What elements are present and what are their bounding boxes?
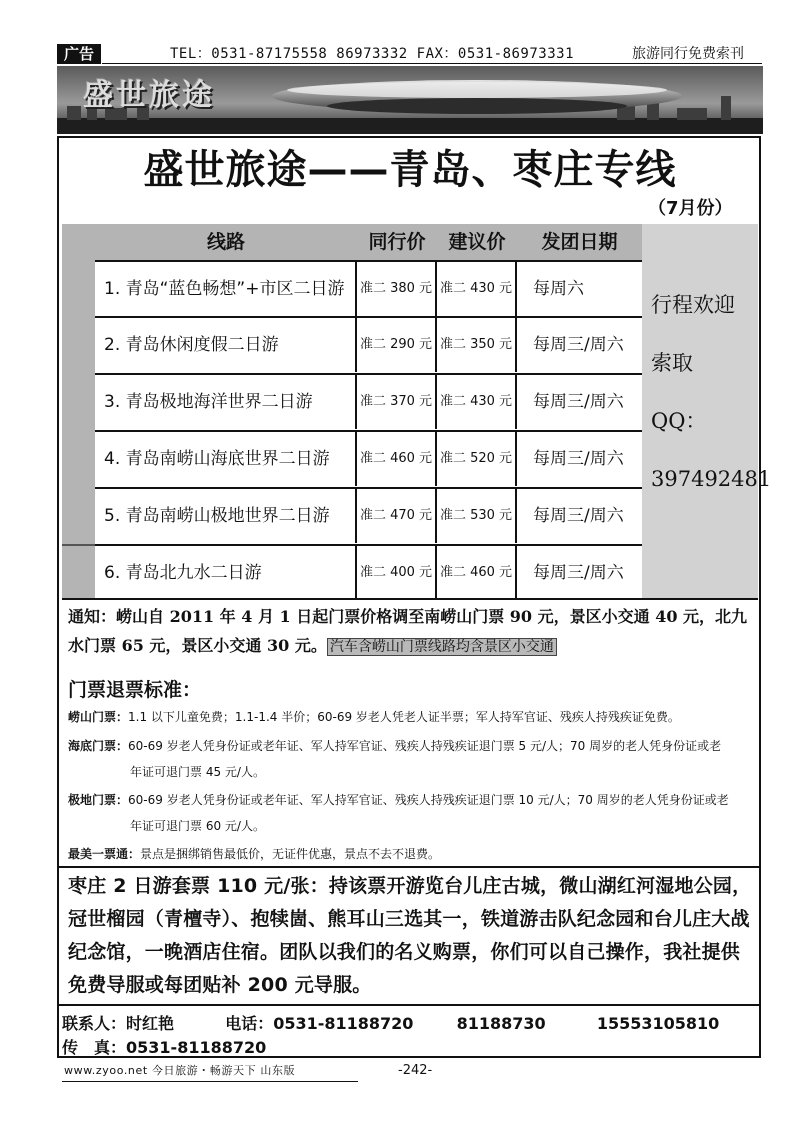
suggested-price-cell: 准二 350 元 <box>437 318 517 372</box>
contact-row-fax <box>62 1036 266 1060</box>
month-label: （7月份） <box>648 198 733 219</box>
refund-label: 崂山门票： <box>68 710 129 724</box>
notice-paragraph <box>68 602 756 662</box>
suggested-price-cell: 准二 430 元 <box>437 375 517 429</box>
table-row <box>95 260 642 316</box>
table-bottom-rule <box>62 598 758 600</box>
ad-tag: 广告 <box>57 44 101 64</box>
zaozhuang-package-paragraph: 枣庄 2 日游套票 110 元/张：持该票开游览台儿庄古城，微山湖红河湿地公园，冠世榴园（青檀寺）、抱犊崮、熊耳山三选其一，铁道游击队纪念园和台儿庄大战纪念馆，一晚酒店住宿。团队以我们的名义购票，你们可以自己操作，我社提供免费导服或每团贴补 200 元导服。 <box>68 875 752 996</box>
table-left-shade <box>62 224 95 599</box>
peer-price-cell: 准二 400 元 <box>357 546 437 600</box>
refund-text-continued: 年证可退门票 45 元/人。 <box>130 765 265 779</box>
table-row <box>95 430 642 486</box>
departure-dates-cell: 每周三/周六 <box>533 563 624 583</box>
refund-label: 极地门票： <box>68 793 129 807</box>
table-row <box>95 544 642 600</box>
banner-logo: 盛世旅途 <box>83 78 215 113</box>
zaozhuang-rule <box>59 866 759 868</box>
table-left-shade-lower <box>62 544 95 599</box>
departure-dates-cell: 每周三/周六 <box>533 335 624 355</box>
footer-rule <box>62 1081 358 1082</box>
refund-item <box>68 733 756 785</box>
side-note-line: 索取 <box>651 351 693 375</box>
phone-number: 0531-81188720 <box>273 1014 414 1033</box>
header-rule <box>102 63 762 64</box>
peer-price-cell: 准二 460 元 <box>357 432 437 486</box>
column-header-route: 线路 <box>206 231 245 253</box>
route-cell: 5. 青岛南崂山极地世界二日游 <box>95 489 357 543</box>
refund-text: 60-69 岁老人凭身份证或老年证、军人持军官证、残疾人持残疾证退门票 10 元/人；70 周岁的老人凭身份证或老 <box>128 793 729 807</box>
refund-item <box>68 704 756 730</box>
departure-dates-cell: 每周三/周六 <box>533 392 624 412</box>
table-header <box>95 224 642 260</box>
header-contact-line: TEL：0531-87175558 86973332 FAX：0531-86973331 <box>170 46 575 62</box>
route-cell: 1. 青岛“蓝色畅想”+市区二日游 <box>95 262 357 316</box>
column-header-suggested-price: 建议价 <box>448 231 506 253</box>
suggested-price-cell: 准二 530 元 <box>437 489 517 543</box>
peer-price-cell: 准二 470 元 <box>357 489 437 543</box>
phone-number: 81188730 <box>456 1014 546 1033</box>
refund-text: 1.1 以下儿童免费；1.1-1.4 半价；60-69 岁老人凭老人证半票；军人持军官证、残疾人持残疾证免费。 <box>128 710 680 724</box>
contact-row-phone <box>62 1012 719 1036</box>
footer-site: www.zyoo.net 今日旅游・畅游天下 山东版 <box>64 1064 296 1077</box>
contact-person: 时红艳 <box>126 1014 175 1033</box>
refund-label: 海底门票： <box>68 739 129 753</box>
side-note-qq-number: 397492481 <box>651 467 772 491</box>
column-header-peer-price: 同行价 <box>368 231 426 253</box>
table-row <box>95 316 642 372</box>
free-magazine-tag: 旅游同行免费索刊 <box>632 46 744 62</box>
refund-item <box>68 787 756 839</box>
suggested-price-cell: 准二 460 元 <box>437 546 517 600</box>
peer-price-cell: 准二 290 元 <box>357 318 437 372</box>
side-note-qq-label: QQ： <box>651 409 707 433</box>
side-note-line: 行程欢迎 <box>651 293 735 317</box>
refund-label: 最美一票通： <box>68 847 141 861</box>
column-header-departure-dates: 发团日期 <box>541 231 618 253</box>
peer-price-cell: 准二 380 元 <box>357 262 437 316</box>
suggested-price-cell: 准二 520 元 <box>437 432 517 486</box>
suggested-price-cell: 准二 430 元 <box>437 262 517 316</box>
notice-highlight: 汽车含崂山门票线路均含景区小交通 <box>327 638 557 656</box>
page-title: 盛世旅途——青岛、枣庄专线 <box>143 147 677 193</box>
mobile-number: 15553105810 <box>596 1014 720 1033</box>
refund-text-continued: 年证可退门票 60 元/人。 <box>130 819 265 833</box>
page-number: -242- <box>398 1063 433 1078</box>
banner <box>57 66 763 134</box>
fax-label: 传 真： <box>62 1038 127 1057</box>
refund-title: 门票退票标准： <box>68 679 202 701</box>
peer-price-cell: 准二 370 元 <box>357 375 437 429</box>
table-row <box>95 487 642 543</box>
route-cell: 3. 青岛极地海洋世界二日游 <box>95 375 357 429</box>
route-cell: 6. 青岛北九水二日游 <box>95 546 357 600</box>
refund-item <box>68 841 756 867</box>
notice-text: 通知：崂山自 2011 年 4 月 1 日起门票价格调至南崂山门票 90 元，景区小交通 40 元，北九水门票 65 元，景区小交通 30 元。 <box>68 607 748 655</box>
refund-text: 景点是捆绑销售最低价，无证件优惠，景点不去不退费。 <box>140 847 441 861</box>
phone-label: 电话： <box>225 1014 274 1033</box>
departure-dates-cell: 每周六 <box>533 279 584 299</box>
route-cell: 2. 青岛休闲度假二日游 <box>95 318 357 372</box>
contact-rule <box>59 1004 759 1006</box>
itinerary-request-note <box>651 276 772 508</box>
table-row <box>95 373 642 429</box>
refund-text: 60-69 岁老人凭身份证或老年证、军人持军官证、残疾人持残疾证退门票 5 元/人；70 周岁的老人凭身份证或老 <box>128 739 722 753</box>
contact-person-label: 联系人： <box>62 1014 127 1033</box>
route-cell: 4. 青岛南崂山海底世界二日游 <box>95 432 357 486</box>
departure-dates-cell: 每周三/周六 <box>533 506 624 526</box>
departure-dates-cell: 每周三/周六 <box>533 449 624 469</box>
fax-number: 0531-81188720 <box>126 1038 267 1057</box>
